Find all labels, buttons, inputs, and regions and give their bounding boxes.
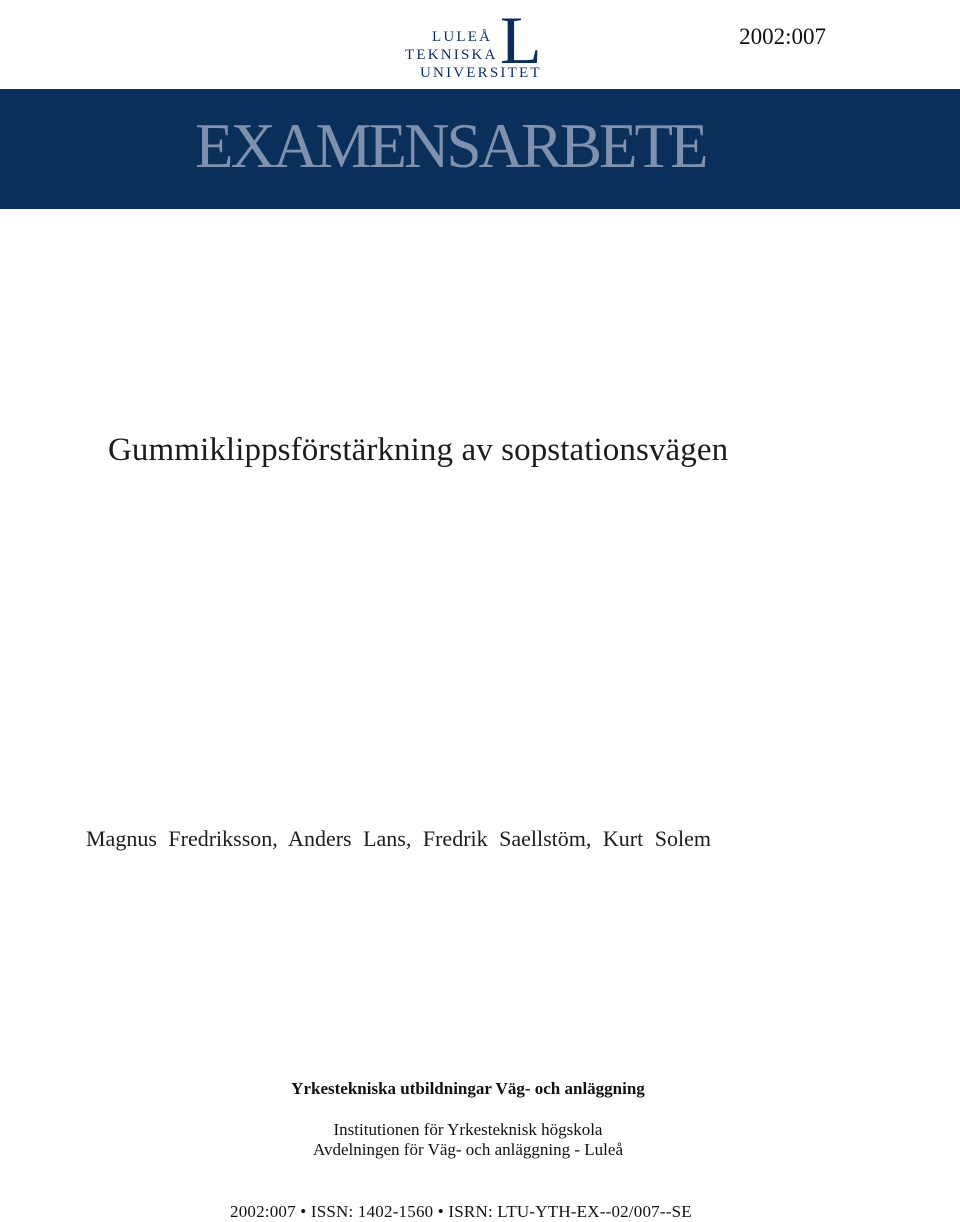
- logo-letter-l: L: [500, 2, 542, 78]
- institution-name: Institutionen för Yrkesteknisk högskola: [333, 1120, 603, 1139]
- university-logo: [398, 4, 548, 80]
- logo-text-tekniska: TEKNISKA: [405, 47, 498, 63]
- author-list: Magnus Fredriksson, Anders Lans, Fredrik Saellstöm, Kurt Solem: [86, 826, 711, 851]
- programme-name: Yrkestekniska utbildningar Väg- och anläggning: [291, 1079, 645, 1098]
- logo-text-universitet: UNIVERSITET: [420, 65, 542, 81]
- publication-identifiers: 2002:007 • ISSN: 1402-1560 • ISRN: LTU-YTH-EX--02/007--SE: [230, 1202, 692, 1221]
- logo-text-lulea: LULEÅ: [432, 29, 493, 45]
- thesis-title: Gummiklippsförstärkning av sopstationsvägen: [108, 432, 729, 468]
- report-number: 2002:007: [739, 24, 826, 49]
- division-name: Avdelningen för Väg- och anläggning - Luleå: [313, 1140, 623, 1159]
- banner-title: EXAMENSARBETE: [195, 111, 706, 181]
